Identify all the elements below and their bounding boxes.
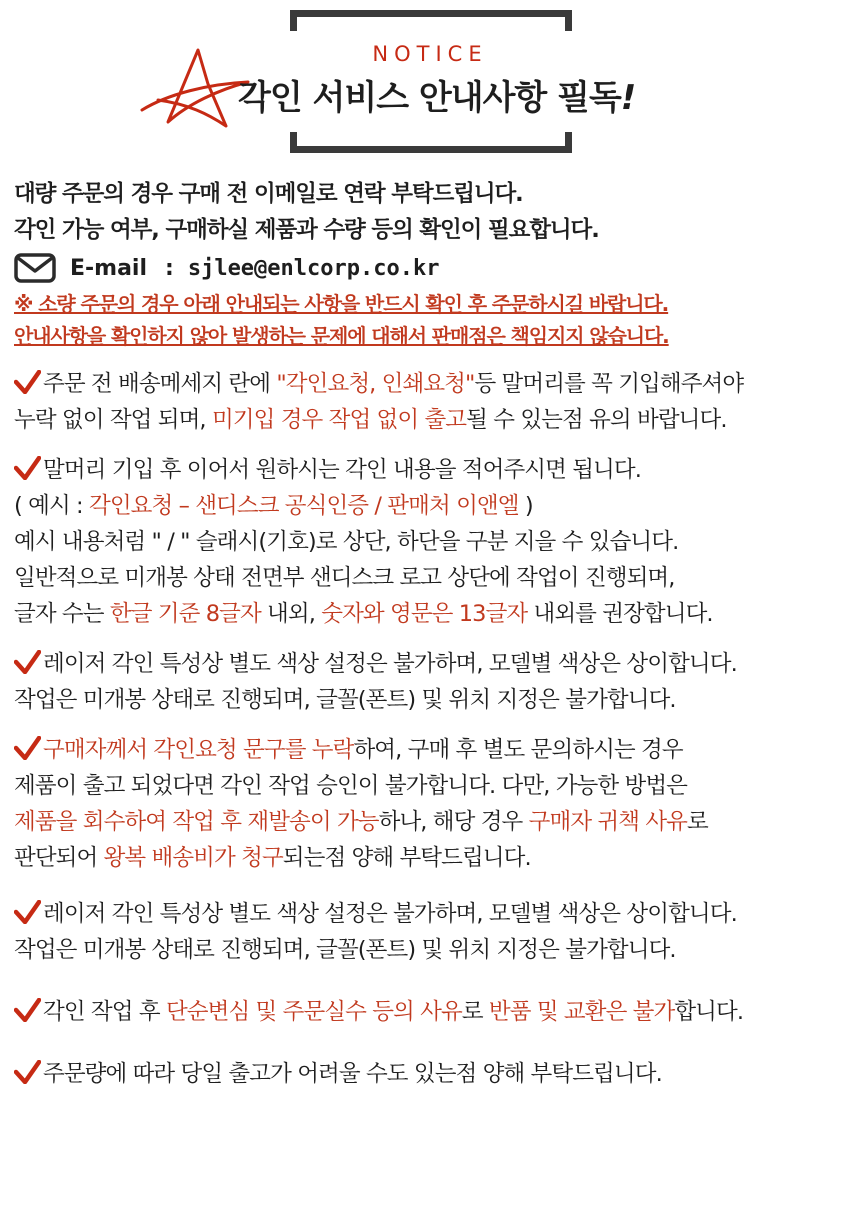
section-4-line-4: 판단되어 왕복 배송비가 청구되는점 양해 부탁드립니다. [14, 845, 531, 871]
highlight-latin-limit: 숫자와 영문은 13글자 [321, 601, 528, 627]
section-2-line-1: 말머리 기입 후 이어서 원하시는 각인 내용을 적어주시면 됩니다. [14, 452, 850, 488]
frame-top-bracket [290, 10, 572, 31]
highlight-no-return: 반품 및 교환은 불가 [488, 999, 675, 1025]
highlight-buyer-fault: 구매자 귀책 사유 [528, 809, 688, 835]
frame-bottom-bracket [290, 132, 572, 153]
highlight-change-of-mind: 단순변심 및 주문실수 등의 사유 [165, 999, 462, 1025]
envelope-icon [14, 253, 56, 283]
highlight-example: 각인요청 – 샌디스크 공식인증 / 판매처 이앤엘 [89, 493, 519, 519]
highlight-request-tag: "각인요청, 인쇄요청" [276, 371, 475, 397]
notice-label: NOTICE [372, 42, 488, 66]
section-5-line-2: 작업은 미개봉 상태로 진행되며, 글꼴(폰트) 및 위치 지정은 불가합니다. [14, 937, 676, 963]
checkmark-icon [14, 370, 41, 394]
page-title-text: 각인 서비스 안내사항 필독 [238, 78, 621, 118]
highlight-shipping-fee: 왕복 배송비가 청구 [103, 845, 283, 871]
checkmark-icon [14, 998, 41, 1022]
checkmark-icon [14, 1060, 41, 1084]
highlight-no-tag: 미기입 경우 작업 없이 출고 [211, 407, 467, 433]
highlight-reship: 제품을 회수하여 작업 후 재발송이 가능 [14, 809, 379, 835]
section-6-line-1: 각인 작업 후 단순변심 및 주문실수 등의 사유로 반품 및 교환은 불가합니다. [14, 994, 850, 1030]
page-title-mark: ! [620, 78, 636, 118]
intro-line-1: 대량 주문의 경우 구매 전 이메일로 연락 부탁드립니다. [14, 181, 523, 207]
notice-header [0, 0, 860, 160]
section-2-line-3: 예시 내용처럼 " / " 슬래시(기호)로 상단, 하단을 구분 지을 수 있습니다. [14, 529, 679, 555]
section-3-line-2: 작업은 미개봉 상태로 진행되며, 글꼴(폰트) 및 위치 지정은 불가합니다. [14, 687, 676, 713]
checkmark-icon [14, 650, 41, 674]
page-title [238, 70, 635, 119]
intro-line-2: 각인 가능 여부, 구매하실 제품과 수량 등의 확인이 필요합니다. [14, 217, 599, 243]
section-4-line-3: 제품을 회수하여 작업 후 재발송이 가능하나, 해당 경우 구매자 귀책 사유로 [14, 809, 708, 835]
warning-line-1: ※ 소량 주문의 경우 아래 안내되는 사항을 반드시 확인 후 주문하시길 바랍니다. [14, 292, 669, 316]
section-2-line-4: 일반적으로 미개봉 상태 전면부 샌디스크 로고 상단에 작업이 진행되며, [14, 565, 675, 591]
section-1-line-1: 주문 전 배송메세지 란에 "각인요청, 인쇄요청"등 말머리를 꼭 기입해주셔야 [14, 366, 850, 402]
section-4-line-2: 제품이 출고 되었다면 각인 작업 승인이 불가합니다. 다만, 가능한 방법은 [14, 773, 687, 799]
checkmark-icon [14, 900, 41, 924]
section-4-line-1: 구매자께서 각인요청 문구를 누락하여, 구매 후 별도 문의하시는 경우 [14, 732, 850, 768]
section-3-line-1: 레이저 각인 특성상 별도 색상 설정은 불가하며, 모델별 색상은 상이합니다. [14, 646, 850, 682]
email-label: E-mail [70, 255, 148, 281]
email-row [14, 248, 850, 288]
email-address-link[interactable]: sjlee@enlcorp.co.kr [187, 255, 440, 281]
highlight-korean-limit: 한글 기준 8글자 [109, 601, 261, 627]
section-1-line-2: 누락 없이 작업 되며, 미기입 경우 작업 없이 출고될 수 있는점 유의 바랍니다. [14, 407, 727, 433]
checkmark-icon [14, 736, 41, 760]
section-5-line-1: 레이저 각인 특성상 별도 색상 설정은 불가하며, 모델별 색상은 상이합니다. [14, 896, 850, 932]
warning-line-2: 안내사항을 확인하지 않아 발생하는 문제에 대해서 판매점은 책임지지 않습니다. [14, 324, 669, 348]
section-2-line-5: 글자 수는 한글 기준 8글자 내외, 숫자와 영문은 13글자 내외를 권장합니다. [14, 601, 713, 627]
section-2-line-2: ( 예시 : 각인요청 – 샌디스크 공식인증 / 판매처 이앤엘 ) [14, 493, 533, 519]
notice-content [14, 176, 850, 1092]
highlight-missing-request: 구매자께서 각인요청 문구를 누락 [43, 737, 354, 763]
email-separator: : [165, 255, 174, 281]
section-7-line-1: 주문량에 따라 당일 출고가 어려울 수도 있는점 양해 부탁드립니다. [14, 1056, 850, 1092]
checkmark-icon [14, 456, 41, 480]
